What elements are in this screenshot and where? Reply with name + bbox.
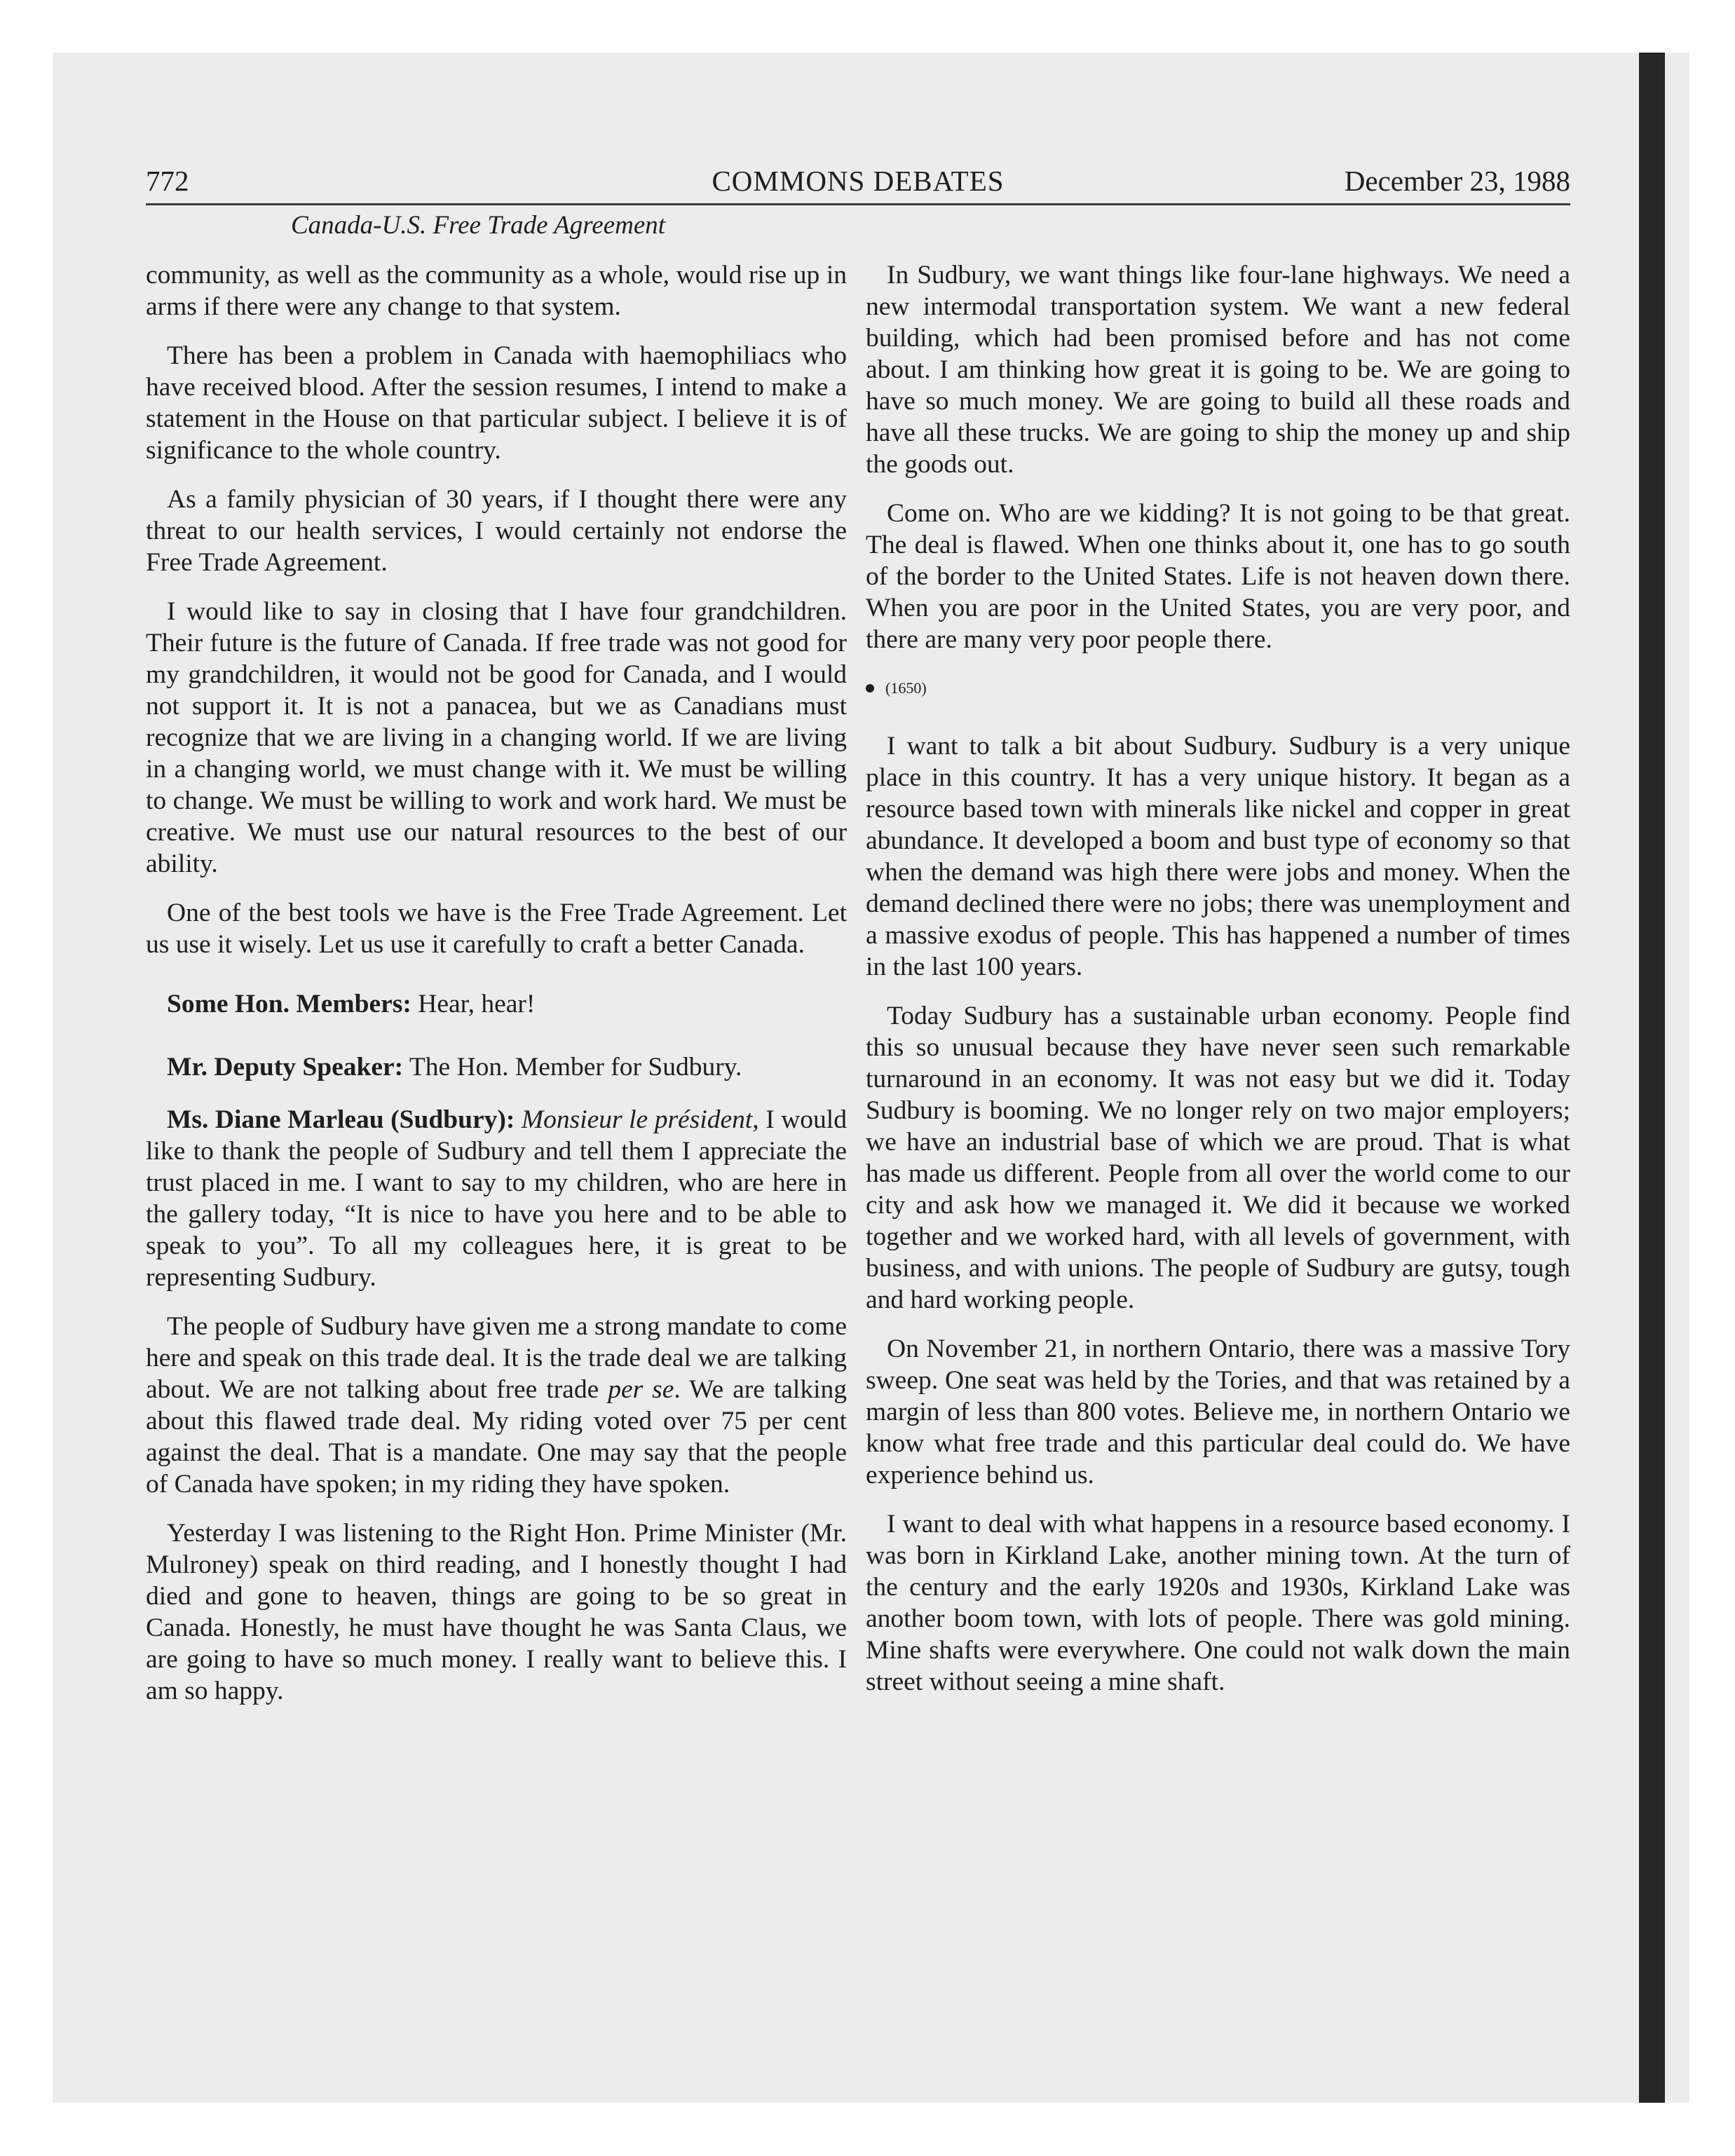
speech-text: Hear, hear! [411,990,536,1018]
paragraph: One of the best tools we have is the Free Trade Agreement. Let us use it wisely. Let us use it carefully to craft a better Canada. [146,899,847,959]
timestamp: (1650) [885,678,927,697]
speaker-name: Mr. Deputy Speaker: [167,1053,404,1082]
speech-text: . We are talking about this flawed trade deal. My riding voted over 75 per cent against the deal. That is a mandate. One may say that the people of Canada have spoken; in my riding they have spoken. [146,1375,847,1499]
paragraph: On November 21, in northern Ontario, there was a massive Tory sweep. One seat was held by the Tories, and that was retained by a margin of less than 800 votes. Believe me, in northern Ontario we know what free trade and this particular deal could do. We have experience behind us. [866,1334,1570,1489]
speech-text: The people of Sudbury have given me a strong mandate to come here and speak on this trade deal. It is the trade deal we are talking about. We are not talking about free trade [146,1312,847,1404]
paragraph: community, as well as the community as a whole, would rise up in arms if there were any change to that system. [146,261,847,321]
paragraph: I want to deal with what happens in a resource based economy. I was born in Kirkland Lake, another mining town. At the turn of the century and the early 1920s and 1930s, Kirkland Lake was another boom town, with lots of people. There was gold mining. Mine shafts were everywhere. One could not walk down the main street without seeing a mine shaft. [866,1509,1570,1696]
bullet-icon [866,684,874,692]
paragraph: In Sudbury, we want things like four-lane highways. We need a new intermodal transportation system. We want a new federal building, which had been promised before and has not come about. I am thinking how great it is going to be. We are going to have so much money. We are going to build all these roads and have all these trucks. We are going to ship the money up and ship the goods out. [866,261,1570,479]
speech-text: The Hon. Member for Sudbury. [403,1053,742,1082]
publication-title: COMMONS DEBATES [712,165,1005,197]
speaker-name: Ms. Diane Marleau (Sudbury): [167,1105,515,1134]
paragraph: Yesterday I was listening to the Right Hon. Prime Minister (Mr. Mulroney) speak on third reading, and I honestly thought I had died and gone to heaven, things are going to be so great in Canada. Honestly, he must have thought he was Santa Claus, we are going to have so much money. I really want to believe this. I am so happy. [146,1519,847,1705]
publication-date: December 23, 1988 [1344,165,1570,197]
left-column [146,259,847,1724]
paragraph [146,1104,847,1293]
paragraph: As a family physician of 30 years, if I thought there were any threat to our health services, I would certainly not endorse the Free Trade Agreement. [146,485,847,577]
speech-italic: Monsieur le président [515,1105,753,1134]
paragraph: There has been a problem in Canada with haemophiliacs who have received blood. After the session resumes, I intend to make a statement in the House on that particular subject. I believe it is of significance to the whole country. [146,341,847,465]
speech-text: , I would like to thank the people of Sudbury and tell them I appreciate the trust placed in me. I want to say to my children, who are here in the gallery today, “It is nice to have you here and to be able to speak to you”. To all my colleagues here, it is great to be representing Sudbury. [146,1105,847,1292]
paragraph [146,1051,847,1083]
paragraph: Today Sudbury has a sustainable urban economy. People find this so unusual because they have never seen such remarkable turnaround in an economy. It was not easy but we did it. Today Sudbury is booming. We no longer rely on two major employers; we have an industrial base of which we are proud. That is what has made us different. People from all over the world come to our city and ask how we managed it. We did it because we worked together and we worked hard, with all levels of government, with business, and with unions. The people of Sudbury are gutsy, tough and hard working people. [866,1001,1570,1314]
speaker-name: Some Hon. Members: [167,990,411,1018]
paragraph: Come on. Who are we kidding? It is not going to be that great. The deal is flawed. When one thinks about it, one has to go south of the border to the United States. Life is not heaven down there. When you are poor in the United States, you are very poor, and there are many very poor people there. [866,499,1570,654]
right-column [866,259,1570,1715]
paragraph: I would like to say in closing that I have four grandchildren. Their future is the future of Canada. If free trade was not good for my grandchildren, it would not be good for Canada, and I would not support it. It is not a panacea, but we as Canadians must recognize that we are living in a changing world. If we are living in a changing world, we must change with it. We must be willing to change. We must be willing to work and work hard. We must be creative. We must use our natural resources to the best of our ability. [146,597,847,878]
speech-italic: per se [608,1375,674,1404]
paragraph [146,1311,847,1500]
page-number: 772 [146,165,189,197]
paragraph [146,988,847,1020]
timestamp-marker [866,676,1570,699]
section-title: Canada-U.S. Free Trade Agreement [291,211,666,240]
scan-edge-shadow [1639,53,1665,2103]
paragraph: I want to talk a bit about Sudbury. Sudbury is a very unique place in this country. It has a very unique history. It began as a resource based town with minerals like nickel and copper in great abundance. It developed a boom and bust type of economy so that when the demand was high there were jobs and money. When the demand declined there were no jobs; there was unemployment and a massive exodus of people. This has happened a number of times in the last 100 years. [866,731,1570,981]
page-header [146,161,1570,205]
